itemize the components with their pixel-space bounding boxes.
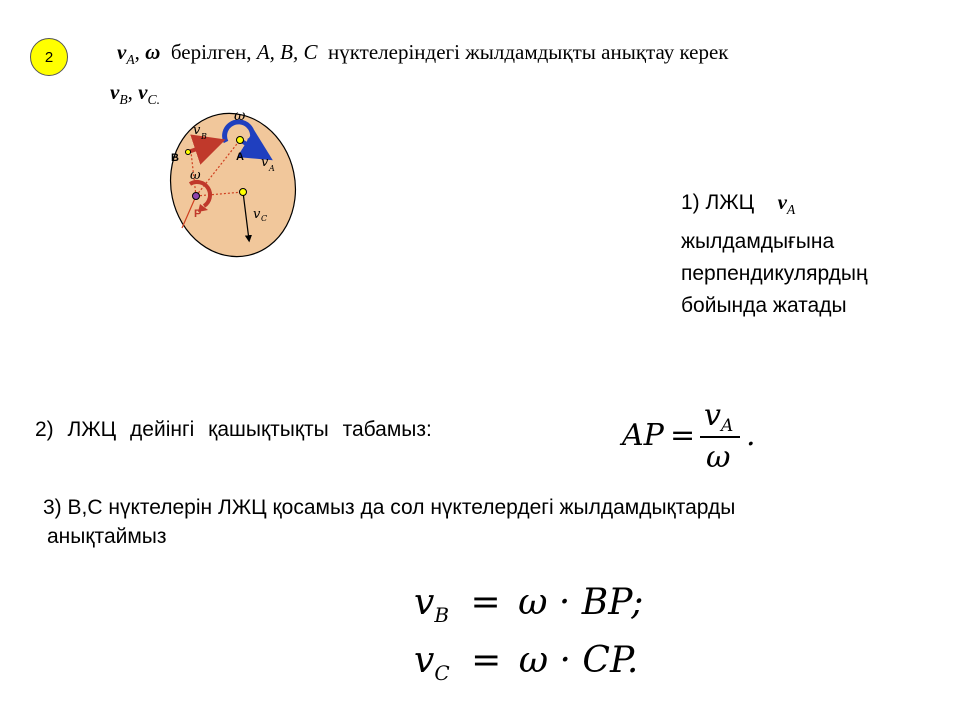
label-vA-sub: A xyxy=(269,164,275,173)
step-1-line2: жылдамдығына xyxy=(681,230,835,254)
formula-AP-tail: . xyxy=(746,418,756,453)
formula-AP-num: v xyxy=(704,398,721,433)
problem-statement-line2 xyxy=(110,80,160,108)
problem-statement-line1 xyxy=(117,40,728,68)
rigid-body-diagram xyxy=(160,100,310,260)
label-vA: v xyxy=(261,155,269,170)
formula-vC-eq: = xyxy=(471,640,502,681)
points-list: A, B, C xyxy=(256,40,318,64)
slide-number: 2 xyxy=(44,48,54,66)
label-vB: v xyxy=(193,123,201,138)
label-A: A xyxy=(236,151,244,163)
vC-symbol: v xyxy=(138,80,148,104)
vB-sub: B xyxy=(119,92,128,108)
vB-symbol: v xyxy=(110,80,120,104)
task-text: нүктелеріндегі жылдамдықты анықтау керек xyxy=(327,40,729,64)
point-B xyxy=(186,150,191,155)
point-A xyxy=(237,137,244,144)
step-3-line1: 3) B,C нүктелерін ЛЖЦ қосамыз да сол нүктелердегі жылдамдықтарды xyxy=(43,496,736,519)
formula-vC xyxy=(414,640,638,685)
step-3-line2: анықтаймыз xyxy=(47,525,167,548)
label-omega-A: ω xyxy=(234,108,246,124)
formula-vC-v: v xyxy=(414,640,435,681)
label-vC-sub: C xyxy=(261,214,268,223)
formula-vB-eq: = xyxy=(470,582,501,623)
comma: , xyxy=(127,80,133,104)
formula-vB-rhs: ω · BP; xyxy=(518,582,644,623)
label-vC: v xyxy=(253,207,261,222)
step-1-line4: бойында жатады xyxy=(681,294,847,318)
fraction-bar xyxy=(700,436,740,438)
label-omega-P: ω xyxy=(190,168,201,183)
formula-AP-eq: = xyxy=(670,418,696,453)
step-1-line1 xyxy=(681,186,868,226)
vA-sub: A xyxy=(126,52,135,68)
vA-sub: A xyxy=(786,202,796,218)
point-P xyxy=(193,193,200,200)
body-shape xyxy=(160,102,309,260)
formula-AP-lhs: AP xyxy=(622,418,664,453)
step-1 xyxy=(681,186,868,322)
label-vB-sub: B xyxy=(201,132,207,141)
formula-vB-v: v xyxy=(414,582,435,623)
step-2-text: 2) ЛЖЦ дейінгі қашықтықты табамыз: xyxy=(35,418,432,441)
point-C xyxy=(240,189,247,196)
formula-vB xyxy=(414,582,643,627)
formula-AP-den: ω xyxy=(706,440,731,475)
vA-symbol: v xyxy=(777,190,787,214)
label-P: P xyxy=(194,208,202,220)
comma: , xyxy=(134,40,140,64)
formula-vC-sub: C xyxy=(434,661,450,686)
step-1-prefix: 1) ЛЖЦ xyxy=(681,191,755,214)
given-text: берілген, xyxy=(170,40,252,64)
omega-symbol: ω xyxy=(145,40,161,64)
vC-sub: C. xyxy=(147,92,161,108)
step-3 xyxy=(43,493,735,551)
formula-AP-num-sub: A xyxy=(721,416,734,436)
formula-vB-sub: B xyxy=(434,603,450,628)
formula-AP xyxy=(618,398,768,478)
step-1-line3: перпендикулярдың xyxy=(681,262,868,286)
slide-number-badge xyxy=(30,38,68,76)
label-B: B xyxy=(171,152,179,164)
vA-symbol: v xyxy=(117,40,127,64)
formula-vC-rhs: ω · CP. xyxy=(518,640,639,681)
